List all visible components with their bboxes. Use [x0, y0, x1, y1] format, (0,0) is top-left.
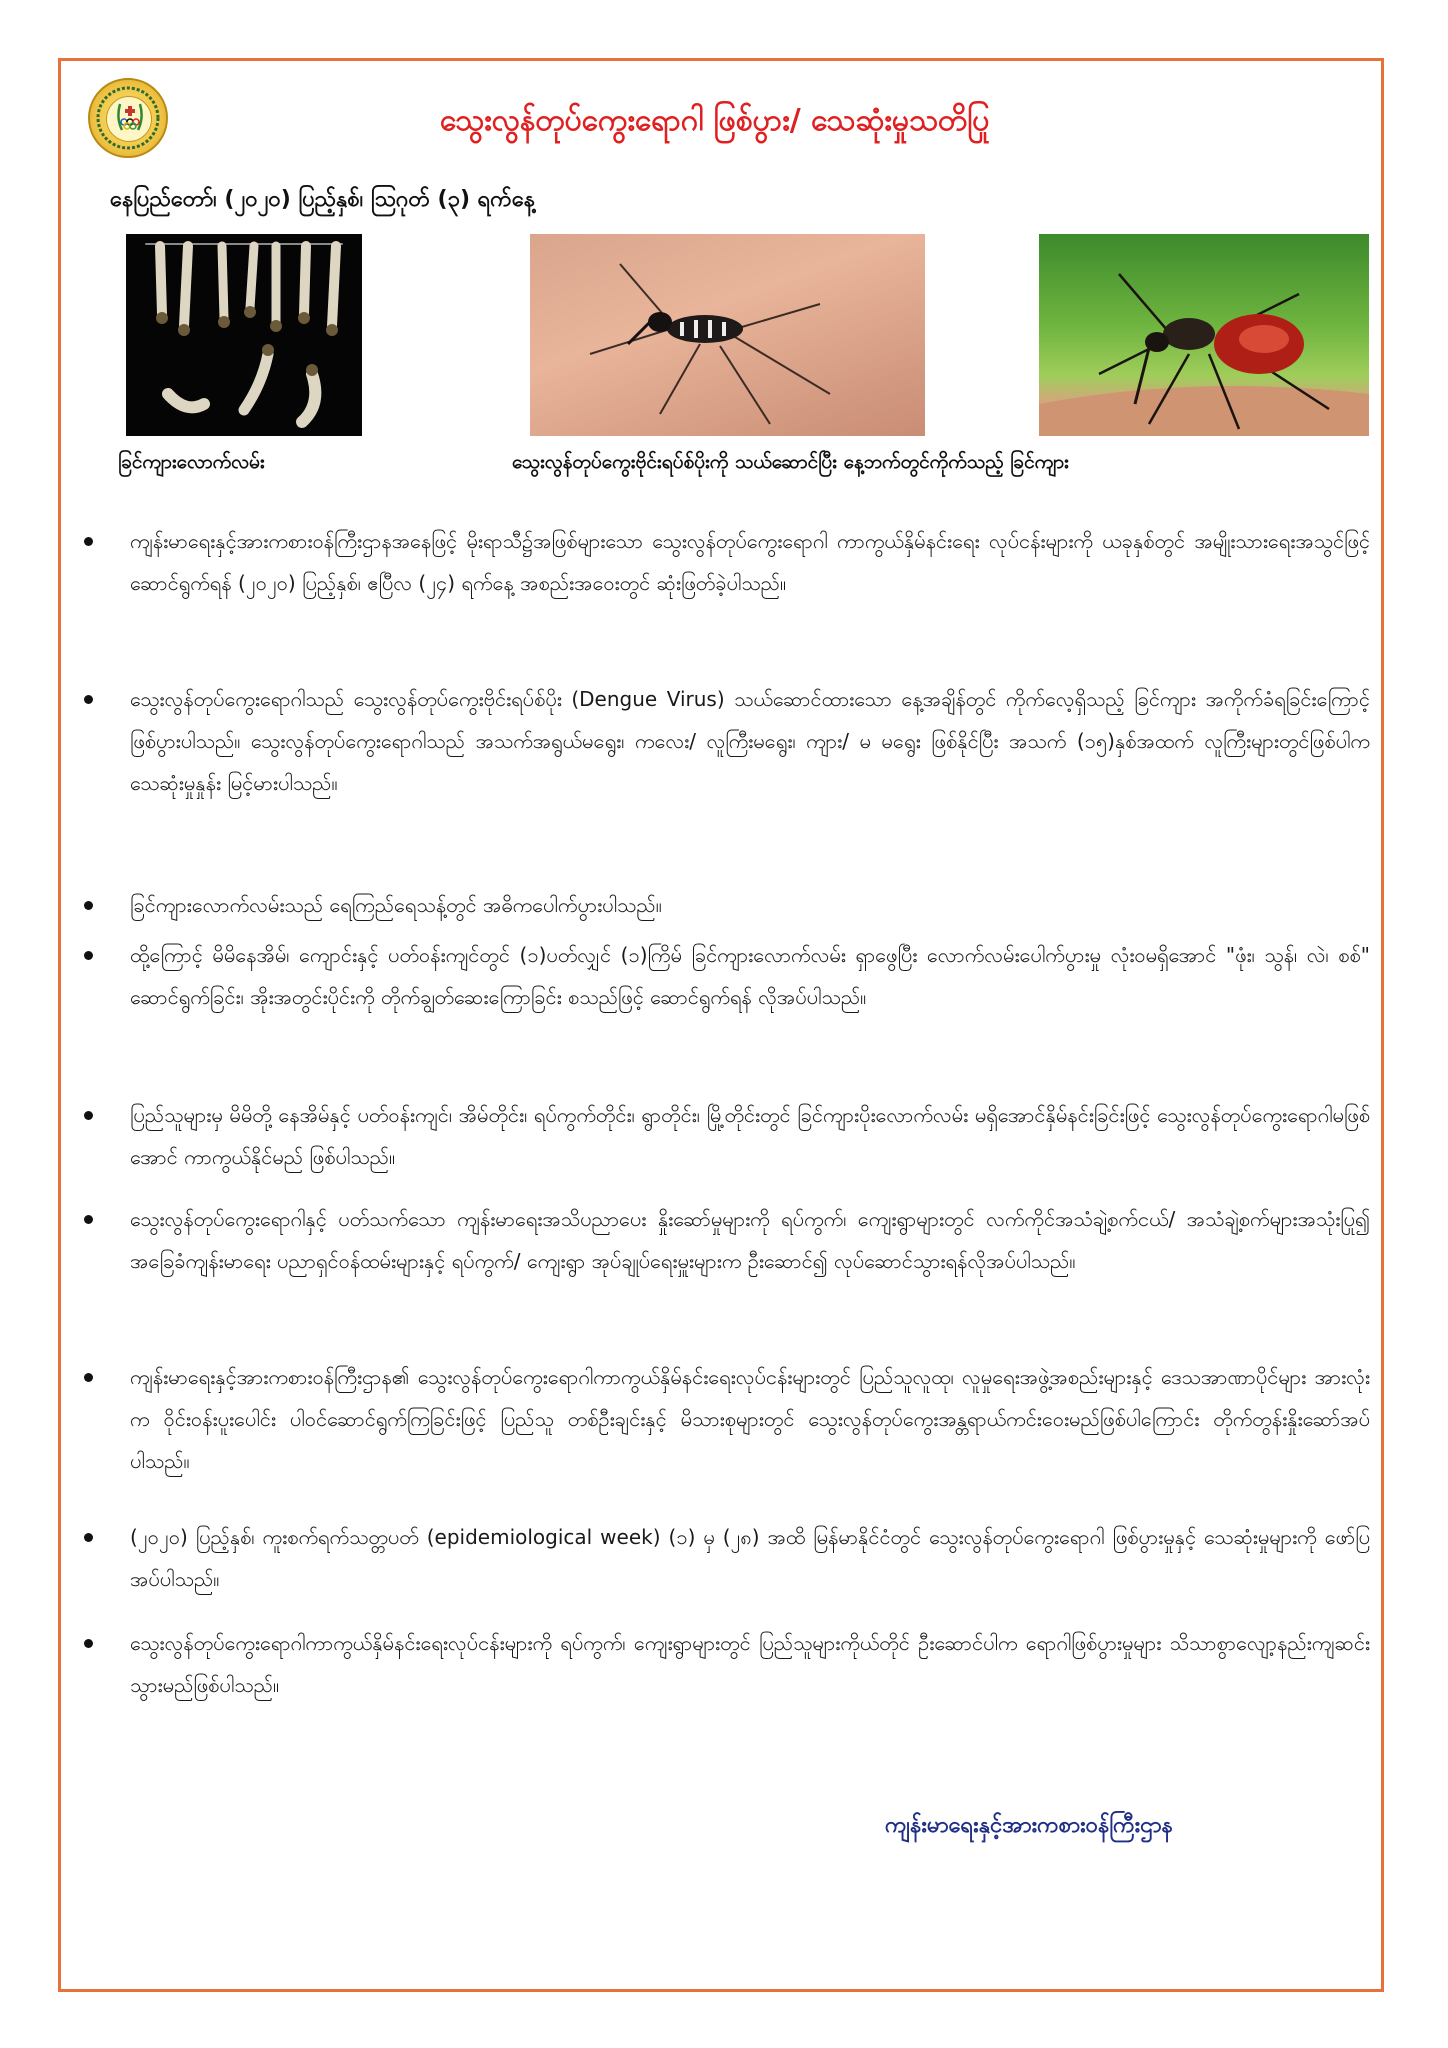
bullet-icon — [84, 1373, 93, 1382]
bullet-text: ပြည်သူများမှ မိမိတို့ နေအိမ်နှင့် ပတ်ဝန်းကျင်၊ အိမ်တိုင်း၊ ရပ်ကွက်တိုင်း၊ ရွာတိုင်း၊ မြို့တိုင်းတွင် ခြင်ကျားပိုးလောက်လမ်း မရှိအောင်နှိမ်နင်းခြင်းဖြင့် သွေးလွန်တုပ်ကွေးရောဂါမဖြစ်အောင် ကာကွယ်နိုင်မည် ဖြစ်ပါသည်။ — [130, 1103, 1370, 1169]
list-item — [84, 678, 1374, 884]
ministry-logo-icon — [88, 78, 168, 158]
bullet-text: (၂၀၂၀) ပြည့်နှစ်၊ ကူးစက်ရက်သတ္တပတ် (epidemiological week) (၁) မှ (၂၈) အထိ မြန်မာနိုင်ငံတွင် သွေးလွန်တုပ်ကွေးရောဂါ ဖြစ်ပွားမှုနှင့် သေဆုံးမှုများကို ဖော်ပြအပ်ပါသည်။ — [130, 1525, 1370, 1591]
list-item — [84, 1356, 1374, 1516]
list-item — [84, 1516, 1374, 1622]
bullet-text: သွေးလွန်တုပ်ကွေးရောဂါနှင့် ပတ်သက်သော ကျန်းမာရေးအသိပညာပေး နှိုးဆော်မှုများကို ရပ်ကွက်၊ ကျေးရွာများတွင် လက်ကိုင်အသံချဲ့စက်ငယ်/ အသံချဲ့စက်များအသုံးပြု၍ အခြေခံကျန်းမာရေး ပညာရှင်ဝန်ထမ်းများနှင့် ရပ်ကွက်/ ကျေးရွာ အုပ်ချုပ်ရေးမှူးများက ဦးဆောင်၍ လုပ်ဆောင်သွားရန်လိုအပ်ပါသည်။ — [130, 1207, 1370, 1273]
bullet-icon — [84, 1639, 93, 1648]
page-title: သွေးလွန်တုပ်ကွေးရောဂါ ဖြစ်ပွား/ သေဆုံးမှုသတိပြု — [440, 103, 990, 138]
bullet-text: သွေးလွန်တုပ်ကွေးရောဂါကာကွယ်နှိမ်နင်းရေးလုပ်ငန်းများကို ရပ်ကွက်၊ ကျေးရွာများတွင် ပြည်သူများကိုယ်တိုင် ဦးဆောင်ပါက ရောဂါဖြစ်ပွားမှုများ သိသာစွာလျော့နည်းကျဆင်းသွားမည်ဖြစ်ပါသည်။ — [130, 1631, 1370, 1697]
mosquito-on-skin-photo — [530, 234, 925, 436]
mosquito-caption: သွေးလွန်တုပ်ကွေးဗိုင်းရပ်စ်ပိုးကို သယ်ဆောင်ပြီး နေ့ဘက်တွင်ကိုက်သည့် ခြင်ကျား — [512, 451, 1069, 473]
bullet-text: ထို့ကြောင့် မိမိနေအိမ်၊ ကျောင်းနှင့် ပတ်ဝန်းကျင်တွင် (၁)ပတ်လျှင် (၁)ကြိမ် ခြင်ကျားလောက်လမ်း ရှာဖွေပြီး လောက်လမ်းပေါက်ပွားမှု လုံးဝမရှိအောင် "ဖုံး၊ သွန်၊ လဲ၊ စစ်" ဆောင်ရွက်ခြင်း၊ အိုးအတွင်းပိုင်းကို တိုက်ချွတ်ဆေးကြောခြင်း စသည်ဖြင့် ဆောင်ရွက်ရန် လိုအပ်ပါသည်။ — [130, 943, 1370, 1009]
bullet-text: ကျန်းမာရေးနှင့်အားကစားဝန်ကြီးဌာန၏ သွေးလွန်တုပ်ကွေးရောဂါကာကွယ်နှိမ်နင်းရေးလုပ်ငန်းများတွင် ပြည်သူလူထု၊ လူမှုရေးအဖွဲ့အစည်းများနှင့် ဒေသအာဏာပိုင်များ အားလုံးက ဝိုင်းဝန်းပူးပေါင်း ပါဝင်ဆောင်ရွက်ကြခြင်းဖြင့် ပြည်သူ တစ်ဦးချင်းနှင့် မိသားစုများတွင် သွေးလွန်တုပ်ကွေးအန္တရာယ်ကင်းဝေးမည်ဖြစ်ပါကြောင်း တိုက်တွန်းနှိုးဆော်အပ်ပါသည်။ — [130, 1365, 1370, 1473]
mosquito-skin-illustration — [530, 234, 925, 436]
mosquito-larvae-photo — [126, 234, 362, 436]
dateline: နေပြည်တော်၊ (၂၀၂၀) ပြည့်နှစ်၊ ဩဂုတ် (၃) ရက်နေ့ — [110, 187, 536, 212]
list-item — [84, 1094, 1374, 1198]
list-item — [84, 934, 1374, 1094]
bullet-icon — [84, 1533, 93, 1542]
bullet-icon — [84, 537, 93, 546]
list-item — [84, 1622, 1374, 1726]
mosquito-feeding-photo — [1039, 234, 1369, 436]
logo-emblem-icon — [112, 100, 148, 140]
bullet-icon — [84, 1215, 93, 1224]
bullet-icon — [84, 951, 93, 960]
bullet-icon — [84, 695, 93, 704]
larvae-caption: ခြင်ကျားလောက်လမ်း — [118, 451, 265, 473]
bullet-icon — [84, 1111, 93, 1120]
list-item — [84, 520, 1374, 678]
larvae-illustration — [126, 234, 362, 436]
bullet-icon — [84, 901, 93, 910]
bullet-text: ကျန်းမာရေးနှင့်အားကစားဝန်ကြီးဌာနအနေဖြင့် မိုးရာသီ၌အဖြစ်များသော သွေးလွန်တုပ်ကွေးရောဂါ ကာကွယ်နှိမ်နင်းရေး လုပ်ငန်းများကို ယခုနှစ်တွင် အမျိုးသားရေးအသွင်ဖြင့် ဆောင်ရွက်ရန် (၂၀၂၀) ပြည့်နှစ်၊ ဧပြီလ (၂၄) ရက်နေ့ အစည်းအဝေးတွင် ဆုံးဖြတ်ခဲ့ပါသည်။ — [130, 529, 1370, 595]
bullet-text: သွေးလွန်တုပ်ကွေးရောဂါသည် သွေးလွန်တုပ်ကွေးဗိုင်းရပ်စ်ပိုး (Dengue Virus) သယ်ဆောင်ထားသော နေ့အချိန်တွင် ကိုက်လေ့ရှိသည့် ခြင်ကျား အကိုက်ခံရခြင်းကြောင့် ဖြစ်ပွားပါသည်။ သွေးလွန်တုပ်ကွေးရောဂါသည် အသက်အရွယ်မရွေး၊ ကလေး/ လူကြီးမရွေး၊ ကျား/ မ မရွေး ဖြစ်နိုင်ပြီး အသက် (၁၅)နှစ်အထက် လူကြီးများတွင်ဖြစ်ပါက သေဆုံးမှုနှုန်း မြင့်မားပါသည်။ — [130, 687, 1370, 795]
bullet-text: ခြင်ကျားလောက်လမ်းသည် ရေကြည်ရေသန့်တွင် အဓိကပေါက်ပွားပါသည်။ — [130, 893, 662, 917]
list-item — [84, 884, 1374, 934]
list-item — [84, 1198, 1374, 1356]
bullet-list — [84, 520, 1374, 1726]
signature: ကျန်းမာရေးနှင့်အားကစားဝန်ကြီးဌာန — [885, 1813, 1173, 1838]
mosquito-feeding-illustration — [1039, 234, 1369, 436]
